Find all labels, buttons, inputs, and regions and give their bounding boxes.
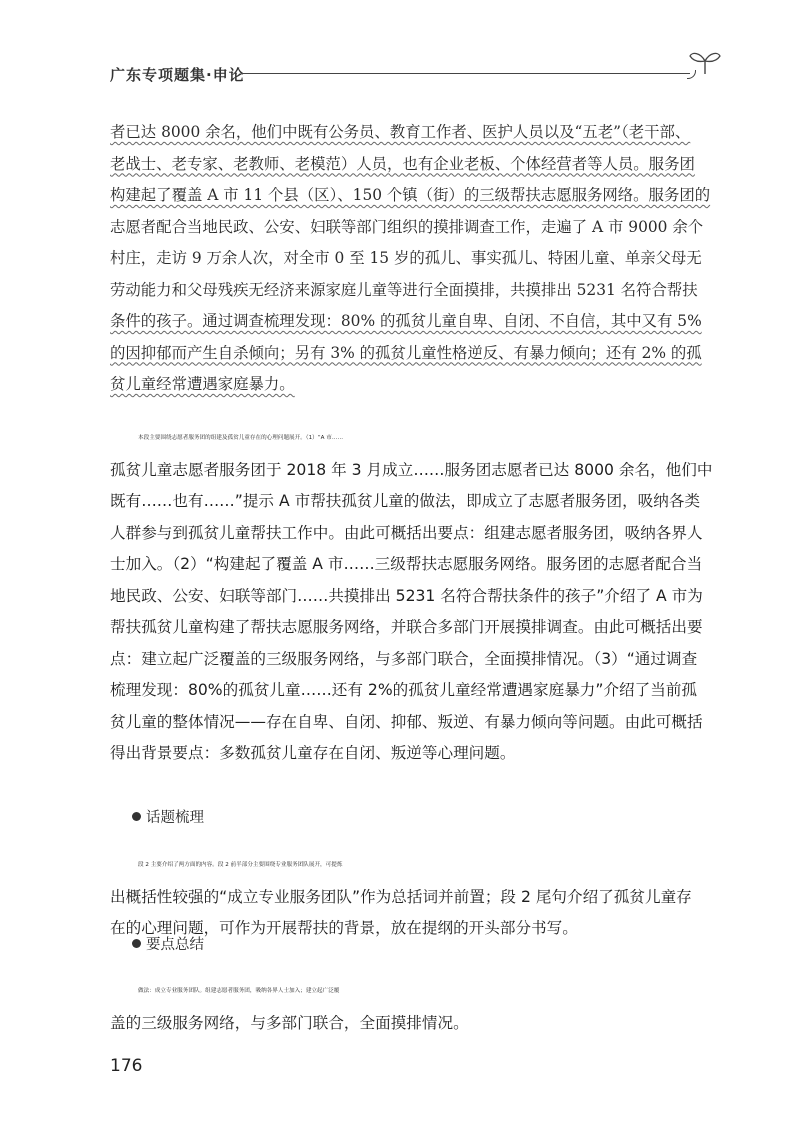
excerpt-paragraph bbox=[110, 117, 712, 401]
header-rule bbox=[242, 73, 690, 74]
topic-line: 段 2 主要介绍了两方面的内容。段 2 前半部分主要围绕专业服务团队展开，可提炼 bbox=[138, 862, 343, 868]
page-number: 176 bbox=[110, 1056, 143, 1076]
analysis-line: 帮扶孤贫儿童构建了帮扶志愿服务网络，并联合多部门开展摸排调查。由此可概括出要 bbox=[110, 618, 703, 636]
summary-paragraph bbox=[110, 976, 712, 1039]
analysis-line: 本段主要围绕志愿者服务团的组建及孤贫儿童存在的心理问题展开。（1）“A 市…… bbox=[138, 435, 344, 441]
bullet-icon bbox=[132, 939, 141, 948]
analysis-paragraph bbox=[110, 423, 712, 770]
analysis-line: 孤贫儿童志愿者服务团于 2018 年 3 月成立……服务团志愿者已达 8000 余名，他们中 bbox=[110, 460, 712, 479]
excerpt-line: 志愿者配合当地民政、公安、妇联等部门组织的摸排调查工作，走遍了 A 市 9000 余个 bbox=[110, 217, 704, 236]
summary-line: 盖的三级服务网络，与多部门联合，全面摸排情况。 bbox=[110, 1013, 469, 1032]
excerpt-line: 村庄，走访 9 万余人次，对全市 0 至 15 岁的孤儿、事实孤儿、特困儿童、单亲父母无 bbox=[110, 249, 702, 267]
analysis-line: 既有……也有……”提示 A 市帮扶孤贫儿童的做法，即成立了志愿者服务团，吸纳各类 bbox=[110, 492, 701, 510]
section-heading-topic: 话题梳理 bbox=[132, 806, 204, 827]
summary-line: 做法：成立专业服务团队。组建志愿者服务团，吸纳各界人士加入；建立起广泛覆 bbox=[138, 988, 340, 994]
excerpt-line: 的因抑郁而产生自杀倾向；另有 3% 的孤贫儿童性格逆反、有暴力倾向；还有 2% 的孤 bbox=[110, 343, 702, 362]
bullet-icon bbox=[132, 812, 141, 821]
analysis-line: 贫儿童的整体情况——存在自卑、自闭、抑郁、叛逆、有暴力倾向等问题。由此可概括 bbox=[110, 712, 703, 731]
running-header bbox=[110, 58, 720, 88]
excerpt-line: 老战士、老专家、老教师、老模范）人员，也有企业老板、个体经营者等人员。服务团 bbox=[110, 154, 695, 173]
excerpt-line: 构建起了覆盖 A 市 11 个县（区）、150 个镇（街）的三级帮扶志愿服务网络。服务团的 bbox=[110, 186, 711, 204]
topic-line: 在的心理问题，可作为开展帮扶的背景，放在提纲的开头部分书写。 bbox=[110, 919, 578, 937]
topic-paragraph bbox=[110, 850, 712, 945]
book-title: 广东专项题集·申论 bbox=[110, 66, 245, 84]
excerpt-line: 条件的孩子。通过调查梳理发现：80% 的孤贫儿童自卑、自闭、不自信，其中又有 5% bbox=[110, 312, 702, 330]
analysis-line: 得出背景要点：多数孤贫儿童存在自闭、叛逆等心理问题。 bbox=[110, 744, 516, 762]
analysis-line: 地民政、公安、妇联等部门……共摸排出 5231 名符合帮扶条件的孩子”介绍了 A 市为 bbox=[110, 586, 703, 605]
excerpt-line: 劳动能力和父母残疾无经济来源家庭儿童等进行全面摸排，共摸排出 5231 名符合帮扶 bbox=[110, 280, 698, 299]
section-heading-summary: 要点总结 bbox=[132, 933, 204, 954]
analysis-line: 梳理发现：80%的孤贫儿童……还有 2%的孤贫儿童经常遭遇家庭暴力”介绍了当前孤 bbox=[110, 681, 698, 699]
sprout-icon bbox=[688, 48, 722, 76]
analysis-line: 士加入。（2）“构建起了覆盖 A 市……三级帮扶志愿服务网络。服务团的志愿者配合当 bbox=[110, 555, 703, 573]
excerpt-line: 者已达 8000 余名，他们中既有公务员、教育工作者、医护人员以及“五老”（老干部、 bbox=[110, 123, 691, 141]
excerpt-line: 贫儿童经常遭遇家庭暴力。 bbox=[110, 375, 295, 393]
analysis-line: 人群参与到孤贫儿童帮扶工作中。由此可概括出要点：组建志愿者服务团，吸纳各界人 bbox=[110, 523, 703, 542]
topic-line: 出概括性较强的“成立专业服务团队”作为总括词并前置；段 2 尾句介绍了孤贫儿童存 bbox=[110, 887, 692, 906]
analysis-line: 点：建立起广泛覆盖的三级服务网络，与多部门联合，全面摸排情况。（3）“通过调查 bbox=[110, 649, 698, 668]
